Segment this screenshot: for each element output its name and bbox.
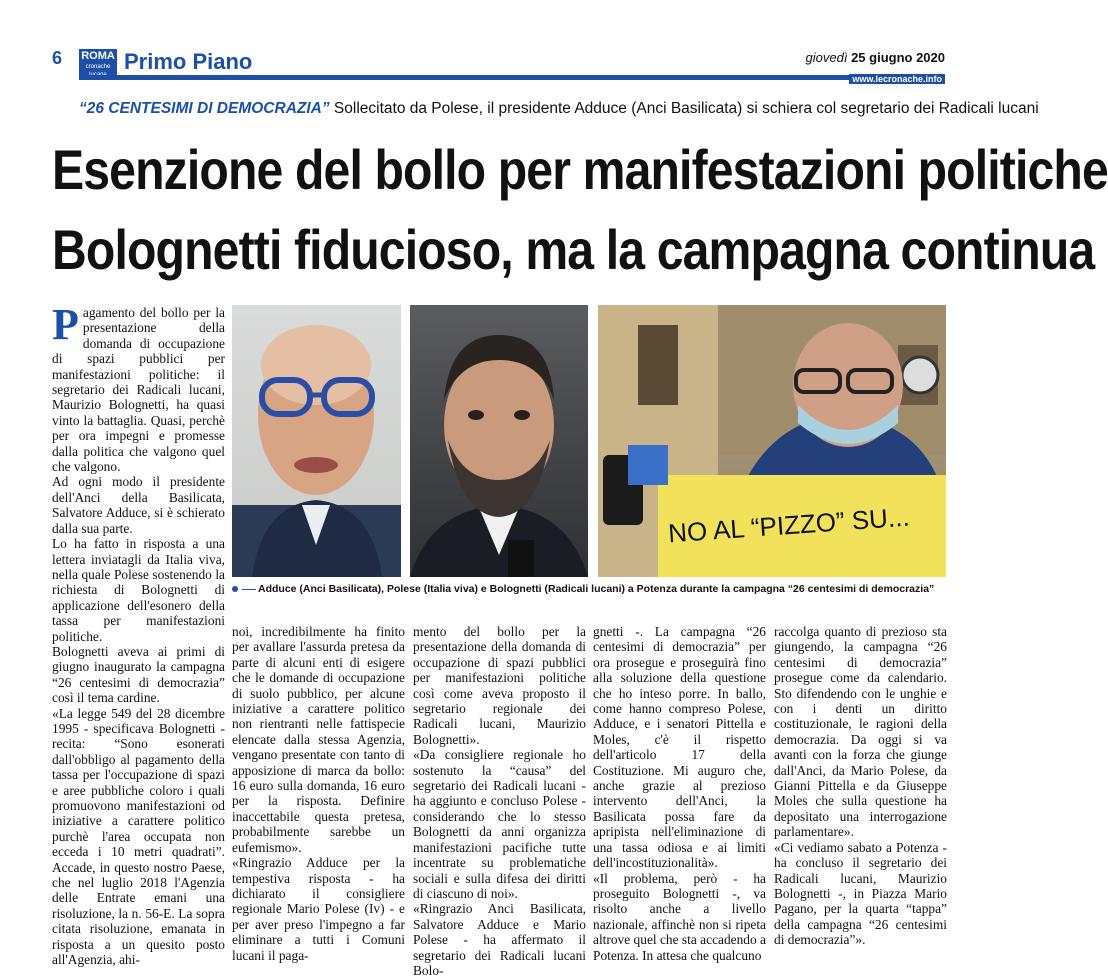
article-paragraph: «La legge 549 del 28 dicembre 1995 - specificava Bolognetti - recita: “Sono esonerati dall'obbligo al pagamento della tassa per l'occupazione di spazi e aree pubbliche coloro i quali promuovono manifestazioni od iniziative a carattere politico purchè l'area occupata non ecceda i 10 metri quadrati”. Accade, in questo nostro Paese, che nel luglio 2018 l'Agenzia delle Entrate emani una risoluzione, la n. 56-E. La sopra citata risoluzione, emanata in risposta a un quesito posto all'Agenzia, ahi-: [52, 705, 225, 968]
article-column-4: [593, 624, 766, 963]
article-paragraph: Lo ha fatto in risposta a una lettera inviatagli da Italia viva, nella quale Polese sostenendo la richiesta di Bolognetti di applicazione dell'esonero della tassa per manifestazioni politiche.: [52, 536, 225, 644]
article-paragraph: «Ringrazio Adduce per la tempestiva risposta - ha dichiarato il consigliere regionale Mario Polese (Iv) - e per aver preso l'impegno a far eliminare a tutti i Comuni lucani il paga-: [232, 855, 405, 963]
kicker-text: Sollecitato da Polese, il presidente Adduce (Anci Basilicata) si schiera col segretario dei Radicali lucani: [333, 100, 1039, 117]
photo-bolognetti-protest: [598, 305, 946, 577]
caption-bullet: [232, 586, 238, 592]
article-paragraph: noi, incredibilmente ha finito per avallare l'assurda pretesa da parte di alcuni enti di esigere che le domande di occupazione di suolo pubblico, per alcune iniziative a carattere politico non rientranti nelle fattispecie elencate dalla stessa Agenzia, vengano presentate con tanto di apposizione di marca da bollo: 16 euro sulla domanda, 16 euro per la risposta. Definire inaccettabile questa pretesa, probabilmente sarebbe un eufemismo».: [232, 624, 405, 855]
portrait-illustration: [232, 305, 401, 577]
article-column-3: [413, 624, 586, 978]
section-title: Primo Piano: [124, 49, 253, 74]
issue-date: [806, 50, 945, 65]
header-rule: [79, 75, 945, 80]
article-paragraph: mento del bollo per la presentazione della domanda di occupazione di spazi pubblici per manifestazioni politiche così come aveva proposto il segretario regionale dei Radicali lucani, Maurizio Bolognetti».: [413, 624, 586, 747]
logo-text: ROMA: [81, 50, 115, 62]
article-paragraph: Bolognetti aveva ai primi di giugno inaugurato la campagna “26 centesimi di democrazia” così il tema cardine.: [52, 643, 225, 706]
article-column-2: [232, 624, 405, 963]
article-paragraph: Ad ogni modo il presidente dell'Anci della Basilicata, Salvatore Adduce, si è schierato dalla sua parte.: [52, 474, 225, 536]
page-number: 6: [52, 48, 63, 68]
article-paragraph: «Il problema, però - ha proseguito Bolognetti -, va risolto anche a livello nazionale, affinchè non si ripeta altrove quel che sta accadendo a Potenza. In attesa che qualcuno: [593, 870, 766, 963]
kicker-quote: “26 CENTESIMI DI DEMOCRAZIA”: [79, 100, 330, 117]
article-paragraph: «Ringrazio Anci Basilicata, Salvatore Adduce e Mario Polese - ha affermato il segretario dei Radicali lucani Bolo-: [413, 901, 586, 978]
article-paragraph: «Da consigliere regionale ho sostenuto la “causa” del segretario dei Radicali lucani - ha aggiunto e concluso Polese - considerando che lo stesso Bolognetti da anni organizza manifestazioni pacifiche tutte incentrate su problematiche sociali e sulla difesa dei diritti di ciascuno di noi».: [413, 747, 586, 901]
kicker: [79, 100, 1039, 118]
caption-text: Adduce (Anci Basilicata), Polese (Italia viva) e Bolognetti (Radicali lucani) a Potenza durante la campagna “26 centesimi di democrazia”: [258, 583, 935, 595]
issue-date-text: 25 giugno 2020: [851, 50, 945, 65]
issue-day: giovedì: [805, 50, 848, 65]
headline-line-2: Bolognetti fiducioso, ma la campagna continua: [52, 218, 1095, 281]
caption-line: [242, 589, 256, 590]
article-paragraph: gnetti -. La campagna “26 centesimi di democrazia” per ora prosegue e proseguirà fino alla soluzione della questione che ho inteso porre. In ballo, come hanno compreso Polese, Adduce, e i senatori Pittella e Moles, c'è il rispetto dell'articolo 17 della Costituzione. Mi auguro che, anche grazie al prezioso intervento dell'Anci, la Basilicata possa fare da apripista nell'eliminazione di una tassa odiosa e ai limiti dell'incostituzionalità».: [593, 624, 766, 871]
portrait-illustration: [410, 305, 588, 577]
photo-polese: [410, 305, 588, 577]
article-paragraph: agamento del bollo per la presentazione della domanda di occupazione di spazi pubblici per manifestazioni politiche: il segretario dei Radicali lucani, Maurizio Bolognetti, ha quasi vinto la battaglia. Quasi, perchè per ora impegni e promesse dalla politica che valgono quel che valgono.: [52, 305, 225, 475]
photo-adduce: [232, 305, 401, 577]
headline-line-1: Esenzione del bollo per manifestazioni politiche: [52, 138, 1108, 201]
photo-caption: [232, 583, 948, 595]
website-link[interactable]: www.lecronache.info: [849, 74, 945, 84]
article-column-5: [774, 624, 947, 948]
article-paragraph: raccolga quanto di prezioso sta giungendo, la campagna “26 centesimi di democrazia” prosegue come da calendario. Sto difendendo con le unghie e con i denti un diritto costituzionale, le ragioni della democrazia. Da oggi si va avanti con la forza che giunge dall'Anci, da Mario Polese, da Gianni Pittella e da Giuseppe Moles che sulla questione ha depositato una interrogazione parlamentare».: [774, 624, 947, 840]
article-column-1: [52, 300, 225, 968]
logo-subtitle: cronache: [85, 64, 111, 70]
protest-sign-text: NO AL “PIZZO” SU...: [667, 501, 911, 549]
article-paragraph: «Ci vediamo sabato a Potenza - ha concluso il segretario dei Radicali lucani, Maurizio Bolognetti -, in Piazza Mario Pagano, per la quarta “tappa” della campagna “26 centesimi di democrazia”».: [774, 839, 947, 948]
drop-cap: P: [52, 300, 79, 349]
